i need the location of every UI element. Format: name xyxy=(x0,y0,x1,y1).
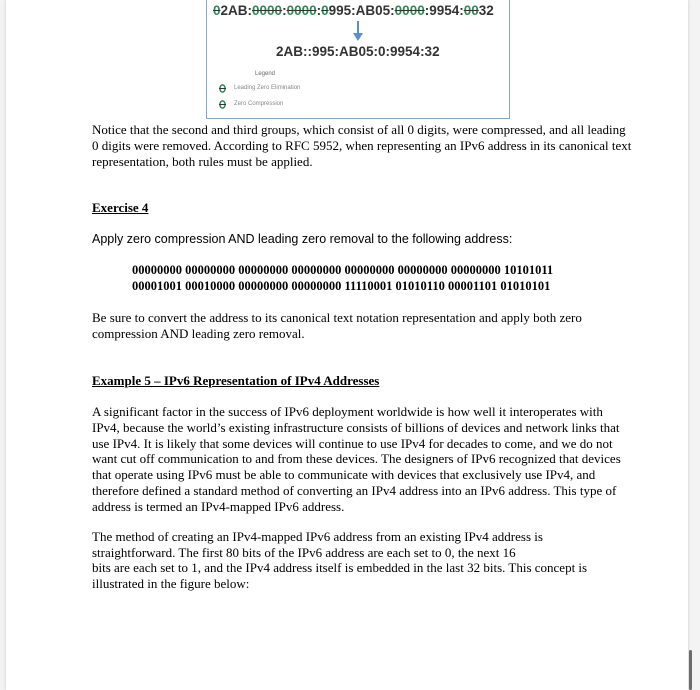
ipv6-compression-figure xyxy=(206,0,510,119)
full-ipv6-address: 02AB:0000:0000:0995:AB05:0000:9954:0032 xyxy=(213,3,494,18)
down-arrow-icon xyxy=(352,20,364,42)
leading-zero-marker-icon xyxy=(219,84,226,93)
notice-paragraph: Notice that the second and third groups, which consist of all 0 digits, were compressed, and all leading 0 digits were removed. According to RFC 5952, when representing an IPv6 address in its canonical text representation, both rules must be applied. xyxy=(92,122,632,169)
document-page xyxy=(6,0,688,690)
leading-zero-1: 0 xyxy=(213,3,221,18)
leading-zero-2: 0 xyxy=(321,3,329,18)
be-sure-paragraph: Be sure to convert the address to its canonical text notation representation and apply both zero compression AND leading zero removal. xyxy=(92,310,582,341)
exercise-instruction: Apply zero compression AND leading zero removal to the following address: xyxy=(92,232,513,246)
leading-zero-4: 00 xyxy=(463,3,479,18)
significant-factor-paragraph: A significant factor in the success of IPv6 deployment worldwide is how well it interoperates with IPv4, because the world’s existing infrastructure consists of billions of devices and network links that use IPv4. It is likely that some devices will continue to use IPv4 for decades to come, and we do not want cut off communication to and from these devices. The designers of IPv6 recognized that devices that operate using IPv6 must be able to communicate with devices that exclusively use IPv4, and therefore defined a standard method of converting an IPv4 address into an IPv6 address. This type of address is termed an IPv4-mapped IPv6 address. xyxy=(92,404,621,514)
method-paragraph-rest: bits are each set to 1, and the IPv4 address itself is embedded in the last 32 bits. This concept is illustrated in the figure below: xyxy=(92,560,588,591)
method-paragraph-line-1: The method of creating an IPv4-mapped IPv6 address from an existing IPv4 address is xyxy=(92,529,543,544)
zero-compression-marker-icon xyxy=(219,100,226,109)
example-5-heading: Example 5 – IPv6 Representation of IPv4 Addresses xyxy=(92,373,380,388)
compressed-group-2: 0000 xyxy=(286,3,317,18)
exercise-4-heading: Exercise 4 xyxy=(92,200,149,215)
binary-line-1: 00000000 00000000 00000000 00000000 00000000 00000000 00000000 10101011 xyxy=(132,263,554,277)
method-paragraph-line-2: straightforward. The first 80 bits of the IPv6 address are each set to 0, the next 16 xyxy=(92,545,516,560)
vertical-scrollbar[interactable] xyxy=(689,650,692,690)
leading-zero-3: 0000 xyxy=(394,3,425,18)
legend-title: Legend xyxy=(255,71,276,77)
compressed-group-1: 0000 xyxy=(252,3,283,18)
legend-item-leading-zero: Leading Zero Elimination xyxy=(219,82,300,94)
compressed-ipv6-address: 2AB::995:AB05:0:9954:32 xyxy=(276,44,440,59)
binary-line-2: 00001001 00010000 00000000 00000000 11110001 01010110 00001101 01010101 xyxy=(132,279,551,293)
legend-item-zero-compression: Zero Compression xyxy=(219,98,283,110)
